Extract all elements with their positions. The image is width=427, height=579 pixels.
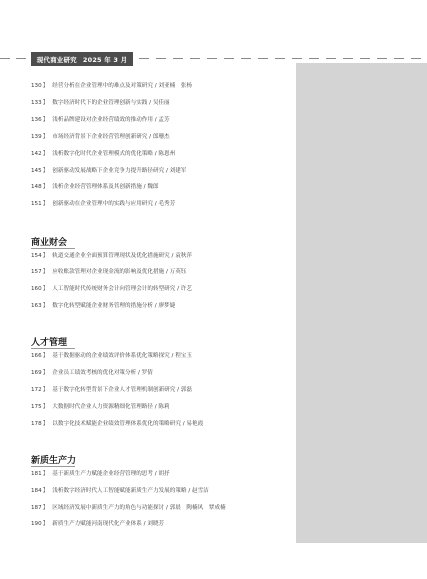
section-title: 新质生产力	[31, 456, 77, 466]
article-title: 创新驱动发展战略下企业竞争力提升路径研究 / 刘建军	[52, 168, 187, 174]
article-title: 区域经济发展中新质生产力的角色与功能探讨 / 郭晨 陶楠风 覃成楠	[52, 505, 226, 511]
article-title: 基于新质生产力赋能企业经营管理的思考 / 胡抒	[52, 471, 170, 477]
section-title: 人才管理	[31, 338, 68, 348]
section-underline	[31, 348, 75, 349]
article-title: 轨道交通企业全面预算管理现状及优化措施研究 / 袁秋萍	[52, 253, 192, 259]
article-title: 数字经济时代下的企业管理创新与实践 / 吴佳丽	[52, 100, 170, 106]
article-title: 应收账款管理对企业现金流的影响及优化措施 / 万英钰	[52, 269, 187, 275]
header-dash	[190, 58, 200, 59]
page-number: 139	[31, 134, 42, 140]
page-number: 151	[31, 201, 42, 207]
header-dash	[343, 58, 353, 59]
page-number: 169	[31, 370, 42, 376]
page-number: 166	[31, 353, 42, 359]
toc-entry[interactable]: 169】 企业员工绩效考核的优化对策分析 / 罗倩	[31, 370, 153, 376]
page-number: 142	[31, 151, 42, 157]
page-number: 130	[31, 83, 42, 89]
article-title: 基于数字化转型背景下企业人才管理机制创新研究 / 郭磊	[52, 387, 192, 393]
header-dash	[411, 58, 421, 59]
article-title: 基于数据驱动的企业绩效评价体系优化策略探究 / 程宝玉	[52, 353, 192, 359]
page-number: 145	[31, 168, 42, 174]
page-number: 154	[31, 253, 42, 259]
toc-entry[interactable]: 157】 应收账款管理对企业现金流的影响及优化措施 / 万英钰	[31, 269, 187, 275]
section-title: 商业财会	[31, 238, 68, 248]
article-title: 数字化转型赋能企业财务管理的措施分析 / 廖梦婕	[52, 303, 176, 309]
page-number: 190	[31, 521, 42, 527]
header-dash	[258, 58, 268, 59]
section-underline	[31, 248, 75, 249]
page-number: 157	[31, 269, 42, 275]
toc-entry[interactable]: 160】 人工智能时代传统财务会计向管理会计的转型研究 / 许艺	[31, 286, 192, 292]
article-title: 新质生产力赋能河南现代化产业体系 / 刘晓芳	[52, 521, 165, 527]
header-dash	[309, 58, 319, 59]
header-dash	[326, 58, 336, 59]
toc-entry[interactable]: 166】 基于数据驱动的企业绩效评价体系优化策略探究 / 程宝玉	[31, 353, 192, 359]
toc-entry[interactable]: 133】 数字经济时代下的企业管理创新与实践 / 吴佳丽	[31, 100, 170, 106]
toc-entry[interactable]: 187】 区域经济发展中新质生产力的角色与功能探讨 / 郭晨 陶楠风 覃成楠	[31, 505, 226, 511]
header-dash	[394, 58, 404, 59]
right-gray-panel	[296, 63, 427, 543]
header-dash	[207, 58, 217, 59]
header-dash	[173, 58, 183, 59]
page-number: 136	[31, 117, 42, 123]
header-dash	[16, 58, 26, 59]
article-title: 浅析品牌建设对企业经营绩效的推动作用 / 孟芳	[52, 117, 170, 123]
header-dash	[156, 58, 166, 59]
toc-entry[interactable]: 142】 浅析数字化时代企业管理模式的优化策略 / 陈恩州	[31, 151, 176, 157]
article-title: 以数字化技术赋能企业绩效管理体系优化的策略研究 / 易艳霞	[52, 421, 204, 427]
page-number: 178	[31, 421, 42, 427]
article-title: 大数据时代企业人力资源精细化管理路径 / 陈莉	[52, 404, 170, 410]
toc-entry[interactable]: 151】 创新驱动在企业管理中的实践与应用研究 / 毛秀芳	[31, 201, 176, 207]
article-title: 创新驱动在企业管理中的实践与应用研究 / 毛秀芳	[52, 201, 176, 207]
article-title: 浅析企业经营管理体系及其创新措施 / 魏郎	[52, 184, 159, 190]
header-dash	[275, 58, 285, 59]
page-number: 163	[31, 303, 42, 309]
page-number: 148	[31, 184, 42, 190]
journal-name: 现代商业研究	[36, 55, 77, 64]
toc-entry[interactable]: 139】 市场经济背景下企业经营管理创新研究 / 郎珊杰	[31, 134, 170, 140]
article-title: 浅析数字经济时代人工智能赋能新质生产力发展的策略 / 赵雪洁	[52, 488, 209, 494]
page-number: 133	[31, 100, 42, 106]
toc-entry[interactable]: 148】 浅析企业经营管理体系及其创新措施 / 魏郎	[31, 184, 159, 190]
header-dash	[241, 58, 251, 59]
issue-date: 2025 年 3 月	[82, 55, 128, 64]
section-underline	[31, 466, 75, 467]
toc-entry[interactable]: 163】 数字化转型赋能企业财务管理的措施分析 / 廖梦婕	[31, 303, 176, 309]
toc-entry[interactable]: 145】 创新驱动发展战略下企业竞争力提升路径研究 / 刘建军	[31, 168, 187, 174]
page-number: 184	[31, 488, 42, 494]
header-dash	[292, 58, 302, 59]
article-title: 经营分析在企业管理中的难点及对策研究 / 刘亚楠 张杨	[52, 83, 192, 89]
toc-entry[interactable]: 154】 轨道交通企业全面预算管理现状及优化措施研究 / 袁秋萍	[31, 253, 192, 259]
toc-entry[interactable]: 190】 新质生产力赋能河南现代化产业体系 / 刘晓芳	[31, 521, 165, 527]
toc-entry[interactable]: 181】 基于新质生产力赋能企业经营管理的思考 / 胡抒	[31, 471, 170, 477]
header-dash	[224, 58, 234, 59]
journal-header-badge	[31, 52, 133, 66]
page-number: 172	[31, 387, 42, 393]
header-dash	[139, 58, 149, 59]
header-dash	[377, 58, 387, 59]
toc-entry[interactable]: 178】 以数字化技术赋能企业绩效管理体系优化的策略研究 / 易艳霞	[31, 421, 204, 427]
toc-entry[interactable]: 172】 基于数字化转型背景下企业人才管理机制创新研究 / 郭磊	[31, 387, 192, 393]
article-title: 市场经济背景下企业经营管理创新研究 / 郎珊杰	[52, 134, 170, 140]
toc-entry[interactable]: 130】 经营分析在企业管理中的难点及对策研究 / 刘亚楠 张杨	[31, 83, 192, 89]
page-number: 181	[31, 471, 42, 477]
page-number: 187	[31, 505, 42, 511]
article-title: 浅析数字化时代企业管理模式的优化策略 / 陈恩州	[52, 151, 176, 157]
header-dash	[360, 58, 370, 59]
page-number: 175	[31, 404, 42, 410]
page-number: 160	[31, 286, 42, 292]
toc-entry[interactable]: 184】 浅析数字经济时代人工智能赋能新质生产力发展的策略 / 赵雪洁	[31, 488, 209, 494]
article-title: 企业员工绩效考核的优化对策分析 / 罗倩	[52, 370, 153, 376]
toc-entry[interactable]: 175】 大数据时代企业人力资源精细化管理路径 / 陈莉	[31, 404, 170, 410]
toc-entry[interactable]: 136】 浅析品牌建设对企业经营绩效的推动作用 / 孟芳	[31, 117, 170, 123]
article-title: 人工智能时代传统财务会计向管理会计的转型研究 / 许艺	[52, 286, 192, 292]
header-dash	[0, 58, 10, 59]
